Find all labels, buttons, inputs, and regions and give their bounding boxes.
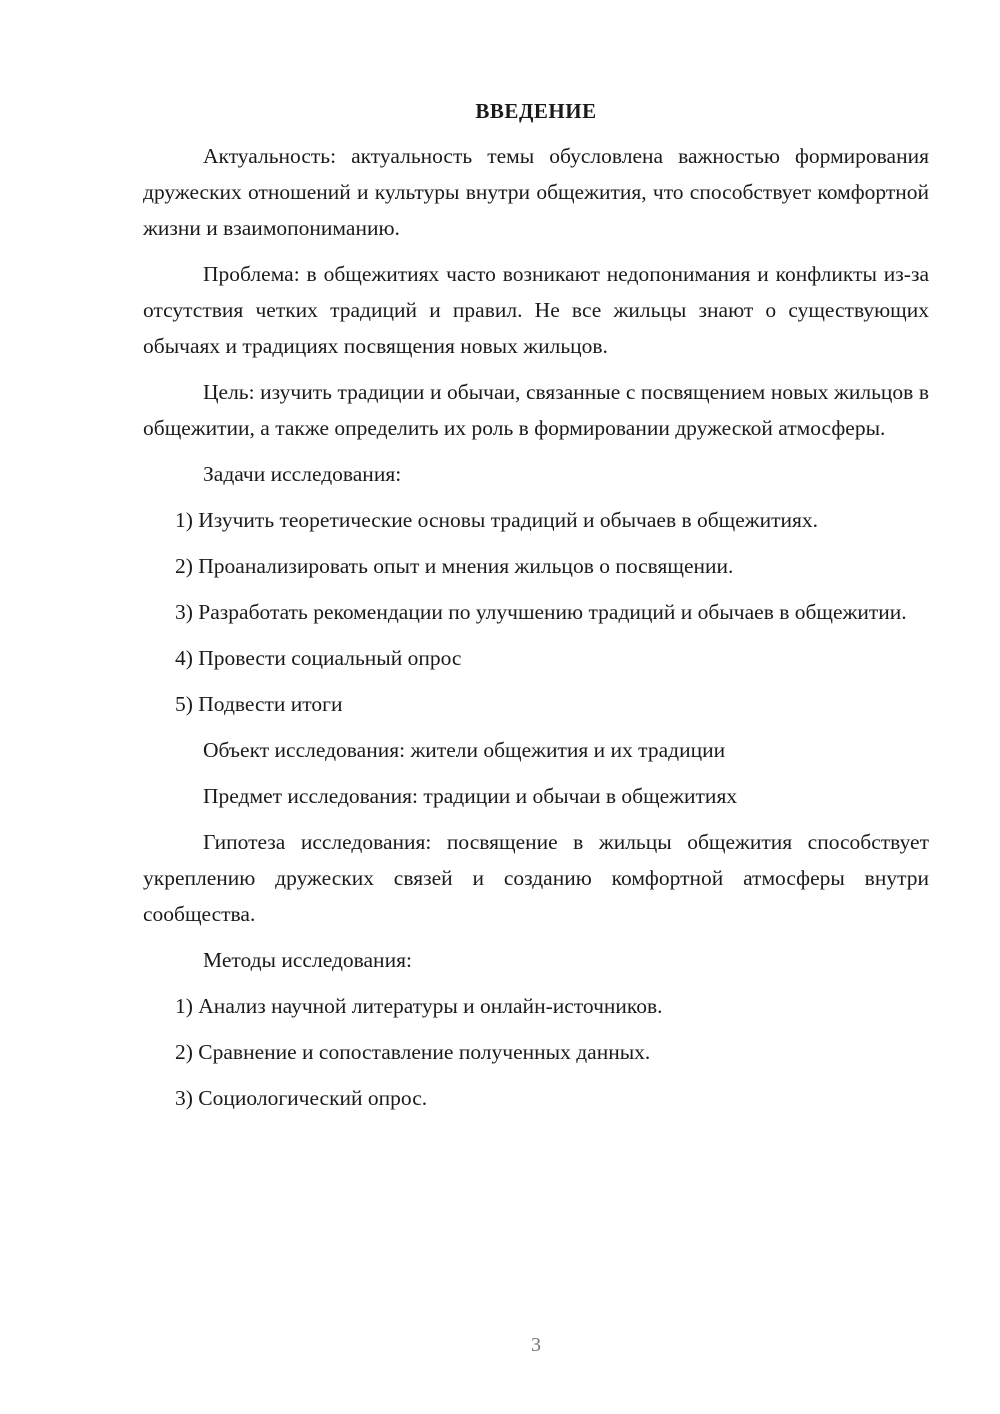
method-item: 1) Анализ научной литературы и онлайн-источников. [175, 994, 663, 1018]
hypothesis-paragraph: Гипотеза исследования: посвящение в жильцы общежития способствует укреплению дружеских связей и созданию комфортной атмосферы внутри сообщества. [143, 830, 929, 926]
page-content [143, 96, 929, 1126]
subject-paragraph: Предмет исследования: традиции и обычаи в общежитиях [203, 784, 738, 808]
goal-paragraph: Цель: изучить традиции и обычаи, связанные с посвящением новых жильцов в общежитии, а также определить их роль в формировании дружеской атмосферы. [143, 380, 929, 440]
tasks-heading: Задачи исследования: [203, 462, 402, 486]
object-paragraph: Объект исследования: жители общежития и их традиции [203, 738, 726, 762]
method-item: 2) Сравнение и сопоставление полученных данных. [175, 1040, 651, 1064]
task-item: 4) Провести социальный опрос [175, 646, 462, 670]
methods-heading: Методы исследования: [203, 948, 412, 972]
task-item: 2) Проанализировать опыт и мнения жильцов о посвящении. [175, 554, 734, 578]
page-number: 3 [531, 1334, 541, 1356]
method-item: 3) Социологический опрос. [175, 1086, 428, 1110]
page-title: ВВЕДЕНИЕ [475, 99, 597, 123]
task-item: 5) Подвести итоги [175, 692, 343, 716]
problem-paragraph: Проблема: в общежитиях часто возникают недопонимания и конфликты из-за отсутствия четких традиций и правил. Не все жильцы знают о существующих обычаях и традициях посвящения новых жильцов. [143, 262, 929, 358]
task-item: 3) Разработать рекомендации по улучшению традиций и обычаев в общежитии. [175, 600, 907, 624]
relevance-paragraph: Актуальность: актуальность темы обусловлена важностью формирования дружеских отношений и культуры внутри общежития, что способствует комфортной жизни и взаимопониманию. [143, 144, 929, 240]
task-item: 1) Изучить теоретические основы традиций и обычаев в общежитиях. [175, 508, 819, 532]
